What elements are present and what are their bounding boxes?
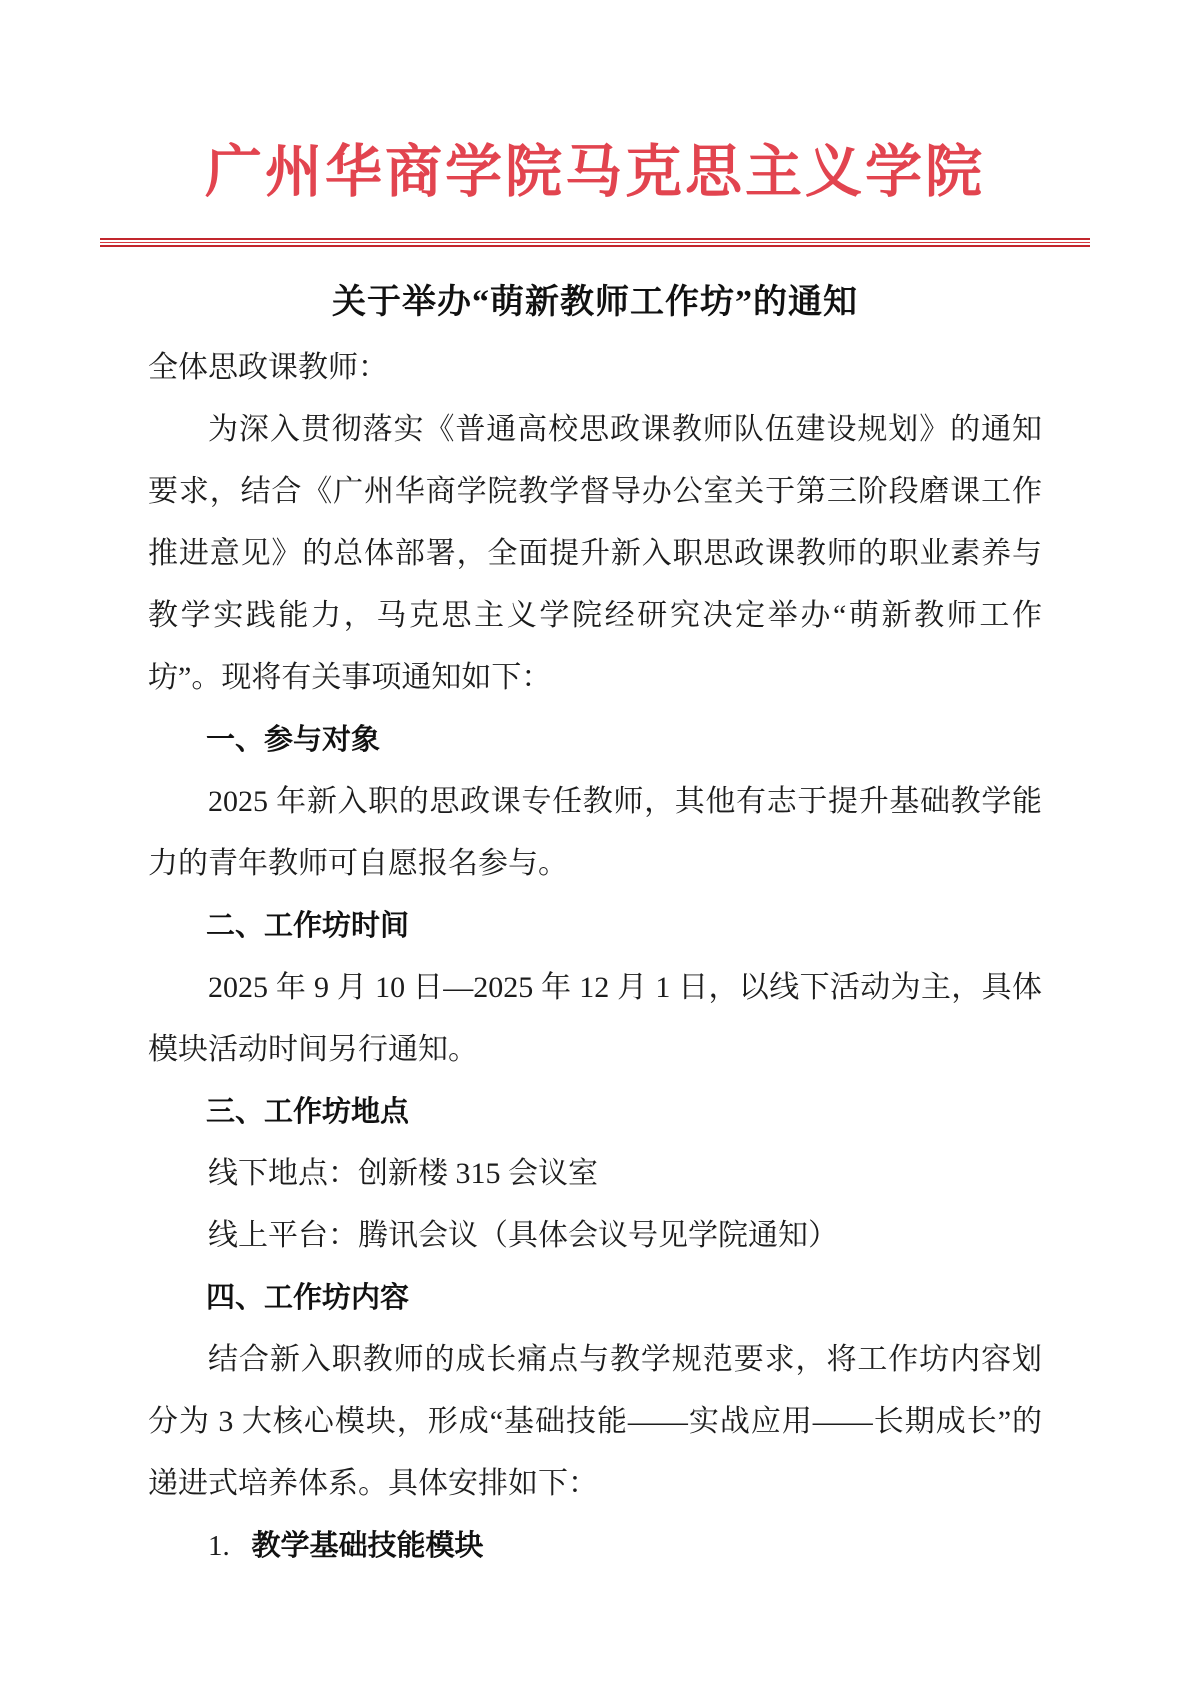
masthead-rule-divider (100, 238, 1090, 247)
notice-title: 关于举办“萌新教师工作坊”的通知 (332, 284, 858, 321)
time-paragraph: 2025 年 9 月 10 日—2025 年 12 月 1 日，以线下活动为主，具体模块活动时间另行通知。 (148, 971, 1042, 1066)
online-platform-line: 线上平台：腾讯会议（具体会议号见学院通知） (208, 1219, 838, 1252)
section-heading-location: 三、工作坊地点 (206, 1096, 410, 1128)
intro-paragraph: 为深入贯彻落实《普通高校思政课教师队伍建设规划》的通知要求，结合《广州华商学院教学督导办公室关于第三阶段磨课工作推进意见》的总体部署，全面提升新入职思政课教师的职业素养与教学实践能力，马克思主义学院经研究决定举办“萌新教师工作坊”。现将有关事项通知如下： (148, 413, 1042, 694)
institution-masthead: 广州华商学院马克思主义学院 (205, 141, 985, 204)
module-label: 教学基础技能模块 (251, 1530, 484, 1562)
offline-location-line: 线下地点：创新楼 315 会议室 (208, 1157, 598, 1190)
section-heading-participants: 一、参与对象 (206, 724, 381, 756)
participants-paragraph: 2025 年新入职的思政课专任教师，其他有志于提升基础教学能力的青年教师可自愿报名参与。 (148, 785, 1042, 880)
salutation: 全体思政课教师： (148, 351, 388, 384)
notice-body (148, 337, 1042, 1577)
section-heading-time: 二、工作坊时间 (206, 910, 410, 942)
section-heading-content: 四、工作坊内容 (206, 1282, 410, 1314)
module-number: 1. (208, 1530, 230, 1562)
content-paragraph: 结合新入职教师的成长痛点与教学规范要求，将工作坊内容划分为 3 大核心模块，形成“基础技能——实战应用——长期成长”的递进式培养体系。具体安排如下： (148, 1343, 1042, 1500)
module-heading-basic-skills (148, 1515, 1042, 1577)
